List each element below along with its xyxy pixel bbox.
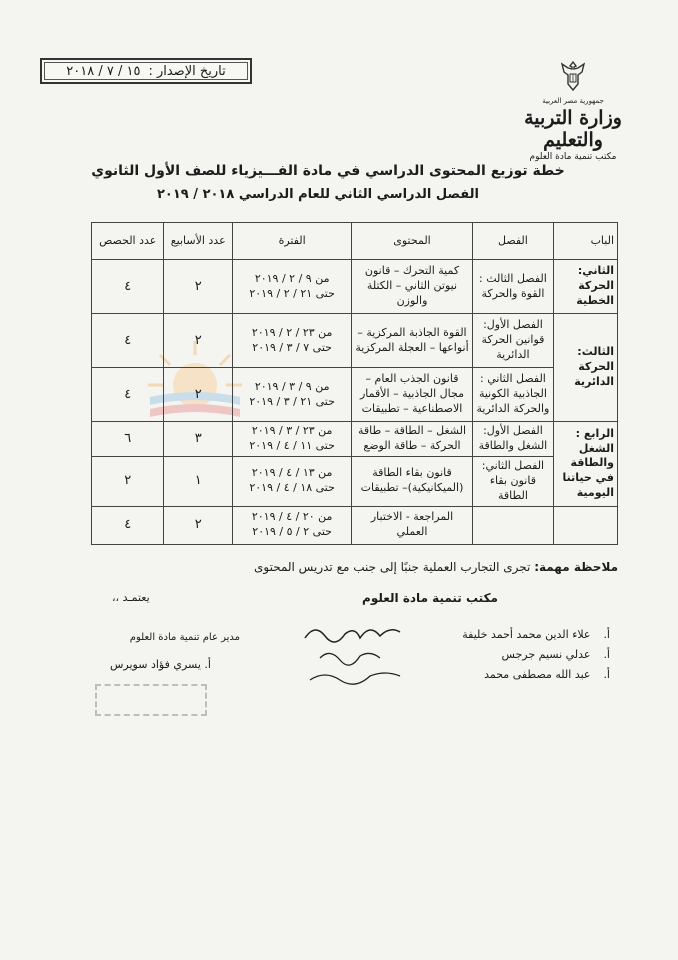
cell-fasl: الفصل الثاني: قانون بقاء الطاقة bbox=[472, 456, 554, 506]
list-item bbox=[462, 668, 610, 688]
cell-content: الشغل – الطاقة – طاقة الحركة – طاقة الوضع bbox=[352, 422, 472, 457]
cell-weeks: ٢ bbox=[164, 260, 233, 314]
cell-fasl: الفصل الثالث : القوة والحركة bbox=[472, 260, 554, 314]
cell-count: ٤ bbox=[92, 506, 164, 544]
cell-count: ٤ bbox=[92, 368, 164, 422]
cell-bab bbox=[554, 506, 618, 544]
cell-count: ٢ bbox=[92, 456, 164, 506]
cell-period bbox=[232, 422, 351, 457]
period-to: حتى ٢١ / ٣ / ٢٠١٩ bbox=[249, 394, 335, 408]
table-row bbox=[92, 456, 618, 506]
cell-content: قانون بقاء الطاقة (الميكانيكية)– تطبيقات bbox=[352, 456, 472, 506]
table-row bbox=[92, 260, 618, 314]
table-row bbox=[92, 314, 618, 368]
cell-period bbox=[232, 260, 351, 314]
content-distribution-table bbox=[91, 222, 618, 545]
ministry-logo bbox=[498, 60, 648, 162]
issue-date-value: ١٥ / ٧ / ٢٠١٨ bbox=[66, 63, 141, 79]
signatory-name: عدلي نسيم جرجس bbox=[501, 648, 591, 661]
cell-bab: الثالث: الحركة الدائرية bbox=[554, 314, 618, 422]
signatory-prefix: أ. bbox=[603, 668, 610, 681]
document-subtitle: الفصل الدراسي الثاني للعام الدراسي ٢٠١٨ / ٢٠١٩ bbox=[157, 187, 479, 202]
cell-weeks: ٣ bbox=[164, 422, 233, 457]
period-to: حتى ٧ / ٣ / ٢٠١٩ bbox=[252, 340, 332, 354]
cell-weeks: ٢ bbox=[164, 314, 233, 368]
period-to: حتى ٢١ / ٢ / ٢٠١٩ bbox=[249, 286, 335, 300]
handwritten-signature-icon bbox=[300, 618, 410, 688]
cell-weeks: ٢ bbox=[164, 368, 233, 422]
logo-department-text: مكتب تنمية مادة العلوم bbox=[529, 152, 617, 162]
cell-bab: الرابع : الشغل والطاقة في حياتنا اليومية bbox=[554, 422, 618, 507]
cell-period bbox=[232, 314, 351, 368]
cell-content: المراجعة - الاختبار العملي bbox=[352, 506, 472, 544]
header-period: الفترة bbox=[232, 223, 351, 260]
header-weeks: عدد الأسابيع bbox=[164, 223, 233, 260]
table-row bbox=[92, 368, 618, 422]
period-from: من ٢٠ / ٤ / ٢٠١٩ bbox=[251, 510, 333, 524]
period-from: من ٩ / ٣ / ٢٠١٩ bbox=[254, 379, 330, 393]
cell-content: كمية التحرك – قانون نيوتن الثاني – الكتلة والوزن bbox=[352, 260, 472, 314]
note-label: ملاحظة مهمة: bbox=[534, 560, 618, 574]
eagle-emblem-icon bbox=[560, 60, 586, 92]
faded-stamp bbox=[95, 684, 207, 716]
period-from: من ٩ / ٢ / ٢٠١٩ bbox=[254, 271, 330, 285]
issue-date-label: تاريخ الإصدار : bbox=[148, 63, 226, 79]
logo-country-text: جمهورية مصر العربية bbox=[542, 97, 604, 105]
cell-period bbox=[232, 368, 351, 422]
cell-count: ٦ bbox=[92, 422, 164, 457]
cell-fasl: الفصل الأول: قوانين الحركة الدائرية bbox=[472, 314, 554, 368]
cell-period bbox=[232, 456, 351, 506]
cell-bab: الثاني: الحركة الخطية bbox=[554, 260, 618, 314]
header-count: عدد الحصص bbox=[92, 223, 164, 260]
header-bab: الباب bbox=[554, 223, 618, 260]
director-prefix: أ. bbox=[204, 658, 211, 671]
cell-content: القوة الجاذبة المركزية – أنواعها – العجلة المركزية bbox=[352, 314, 472, 368]
cell-weeks: ١ bbox=[164, 456, 233, 506]
note-text: تجرى التجارب العملية جنبًا إلى جنب مع تدريس المحتوى bbox=[253, 560, 531, 574]
cell-count: ٤ bbox=[92, 314, 164, 368]
table-row bbox=[92, 422, 618, 457]
list-item bbox=[462, 648, 610, 668]
header-content: المحتوى bbox=[352, 223, 472, 260]
signatory-name: علاء الدين محمد أحمد خليفة bbox=[462, 628, 591, 641]
list-item bbox=[462, 628, 610, 648]
document-title: خطة توزيع المحتوى الدراسي في مادة الفـــيزياء للصف الأول الثانوي bbox=[91, 163, 565, 179]
important-note bbox=[58, 560, 618, 574]
period-from: من ٢٣ / ٢ / ٢٠١٩ bbox=[251, 325, 333, 339]
director-name-line bbox=[110, 658, 211, 671]
signatory-prefix: أ. bbox=[603, 648, 610, 661]
table-header-row bbox=[92, 223, 618, 260]
director-name: يسري فؤاد سويرس bbox=[110, 658, 201, 671]
signatory-name: عبد الله مصطفى محمد bbox=[484, 668, 591, 681]
issue-date-box bbox=[40, 58, 252, 84]
header-fasl: الفصل bbox=[472, 223, 554, 260]
signatories-list bbox=[462, 628, 610, 688]
signatory-prefix: أ. bbox=[603, 628, 610, 641]
period-to: حتى ٢ / ٥ / ٢٠١٩ bbox=[252, 525, 332, 539]
cell-period bbox=[232, 506, 351, 544]
cell-fasl: الفصل الثاني : الجاذبية الكونية والحركة الدائرية bbox=[472, 368, 554, 422]
table-row bbox=[92, 506, 618, 544]
cell-weeks: ٢ bbox=[164, 506, 233, 544]
cell-fasl bbox=[472, 506, 554, 544]
period-to: حتى ١٨ / ٤ / ٢٠١٩ bbox=[249, 481, 335, 495]
approval-heading: يعتمـد ،، bbox=[112, 591, 150, 604]
logo-ministry-text: وزارة التربية والتعليم bbox=[524, 107, 622, 151]
cell-count: ٤ bbox=[92, 260, 164, 314]
cell-content: قانون الجذب العام – مجال الجاذبية – الأقمار الاصطناعية – تطبيقات bbox=[352, 368, 472, 422]
period-from: من ١٣ / ٤ / ٢٠١٩ bbox=[251, 466, 333, 480]
office-heading: مكتب تنمية مادة العلوم bbox=[362, 591, 498, 605]
cell-fasl: الفصل الأول: الشغل والطاقة bbox=[472, 422, 554, 457]
period-to: حتى ١١ / ٤ / ٢٠١٩ bbox=[249, 438, 335, 452]
director-title: مدير عام تنمية مادة العلوم bbox=[129, 632, 240, 643]
period-from: من ٢٣ / ٣ / ٢٠١٩ bbox=[251, 424, 333, 437]
